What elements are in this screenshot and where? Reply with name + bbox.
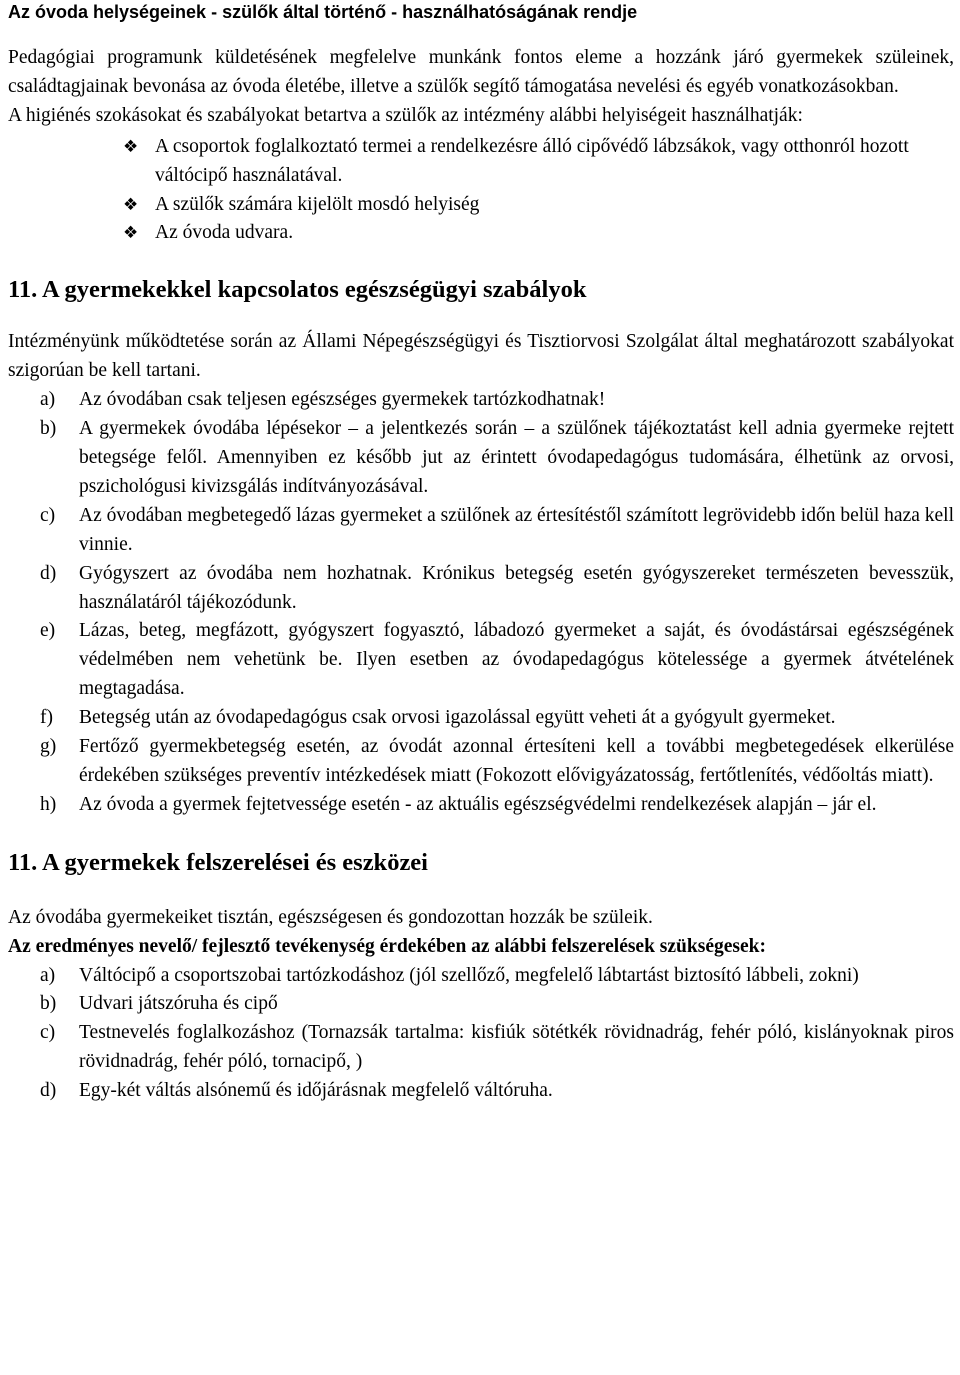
rooms-bullet-list xyxy=(8,133,954,249)
item-label: c) xyxy=(40,504,56,526)
section-intro-equipment: Az óvodába gyermekeiket tisztán, egészségesen és gondozottan hozzák be szüleik. xyxy=(8,906,653,928)
list-item xyxy=(8,990,954,1019)
item-label: d) xyxy=(40,562,57,584)
item-label: b) xyxy=(40,993,57,1015)
item-label: b) xyxy=(40,418,57,440)
document-title: Az óvoda helységeinek - szülők által történő - használhatóságának rendje xyxy=(8,2,638,22)
item-text: Testnevelés foglalkozáshoz (Tornazsák tartalma: kisfiúk sötétkék rövidnadrág, fehér póló, kislányoknak piros rövidnadrág, fehér póló, tornacipő, ) xyxy=(79,1022,954,1073)
list-item xyxy=(8,1019,954,1077)
section-heading-equipment: 11. A gyermekek felszerelései és eszközei xyxy=(8,848,428,876)
list-item xyxy=(8,191,954,220)
item-text: Az óvoda a gyermek fejtetvessége esetén - az aktuális egészségvédelmi rendelkezések alapján – jár el. xyxy=(79,793,877,815)
item-label: a) xyxy=(40,964,56,986)
document-page xyxy=(8,0,954,1106)
diamond-bullet-icon: ❖ xyxy=(123,136,139,157)
item-text: Gyógyszert az óvodába nem hozhatnak. Krónikus betegség esetén gyógyszereket természeten bevesszük, használatáról tájékozódunk. xyxy=(79,562,954,613)
intro-paragraph-rooms: A higiénés szokásokat és szabályokat betartva a szülők az intézmény alábbi helyiségeit használhatják: xyxy=(8,104,803,126)
bullet-text: A csoportok foglalkoztató termei a rendelkezésre álló cipővédő lábzsákok, vagy otthonról hozott váltócipő használatával. xyxy=(155,135,909,186)
list-item xyxy=(8,617,954,704)
diamond-bullet-icon: ❖ xyxy=(123,194,139,215)
equipment-list xyxy=(8,962,954,1107)
item-text: Váltócipő a csoportszobai tartózkodáshoz (jól szellőző, megfelelő lábtartást biztosító lábbeli, zokni) xyxy=(79,964,859,986)
item-label: e) xyxy=(40,620,56,642)
list-item xyxy=(8,415,954,502)
bullet-text: A szülők számára kijelölt mosdó helyiség xyxy=(155,193,480,215)
item-text: Az óvodában megbetegedő lázas gyermeket a szülőnek az értesítéstől számított legrövidebb időn belül haza kell vinnie. xyxy=(79,504,955,555)
item-text: Udvari játszóruha és cipő xyxy=(79,993,278,1015)
item-text: Betegség után az óvodapedagógus csak orvosi igazolással együtt veheti át a gyógyult gyermeket. xyxy=(79,707,836,729)
section-bold-intro-equipment: Az eredményes nevelő/ fejlesztő tevékenység érdekében az alábbi felszerelések szükségesek: xyxy=(8,935,766,957)
section-intro-health: Intézményünk működtetése során az Állami Népegészségügyi és Tisztiorvosi Szolgálat által meghatározott szabályokat szigorúan be kell tartani. xyxy=(8,331,954,382)
bullet-text: Az óvoda udvara. xyxy=(155,222,294,244)
item-text: Fertőző gyermekbetegség esetén, az óvodát azonnal értesíteni kell a további megbetegedések elkerülése érdekében szükséges preventív intézkedések miatt (Fokozott elővigyázatosság, fertőtlenítés, védőoltás miatt). xyxy=(79,736,954,786)
item-label: h) xyxy=(40,793,57,815)
item-text: A gyermekek óvodába lépésekor – a jelentkezés során – a szülőnek tájékoztatást kell adnia gyermeke rejtett betegsége felől. Amennyiben ez később jut az érintett óvodapedagógus tudomására, élhetünk az orvosi, pszichológusi kivizsgálás indítványozásával. xyxy=(79,418,954,497)
item-label: f) xyxy=(40,707,53,729)
item-text: Lázas, beteg, megfázott, gyógyszert fogyasztó, lábadozó gyermeket a saját, és óvodástársai egészségének védelmében nem vehetünk be. Ilyen esetben az óvodapedagógus kötelessége a gyermek átvételének megtagadása. xyxy=(79,620,954,700)
list-item xyxy=(8,704,954,733)
item-label: c) xyxy=(40,1022,56,1044)
section-heading-health: 11. A gyermekekkel kapcsolatos egészségügyi szabályok xyxy=(8,276,587,304)
health-rules-list xyxy=(8,386,954,820)
list-item xyxy=(8,386,954,415)
list-item xyxy=(8,1077,954,1106)
item-text: Egy-két váltás alsónemű és időjárásnak megfelelő váltóruha. xyxy=(79,1080,553,1102)
intro-paragraph: Pedagógiai programunk küldetésének megfelelve munkánk fontos eleme a hozzánk járó gyermekek szüleinek, családtagjainak bevonása az óvoda életébe, illetve a szülők segítő támogatása nevelési és egyéb vonatkozásokban. xyxy=(8,47,954,97)
item-label: d) xyxy=(40,1080,57,1102)
list-item xyxy=(8,133,954,191)
list-item xyxy=(8,502,954,560)
list-item xyxy=(8,962,954,991)
item-text: Az óvodában csak teljesen egészséges gyermekek tartózkodhatnak! xyxy=(79,389,606,411)
diamond-bullet-icon: ❖ xyxy=(123,223,139,244)
list-item xyxy=(8,791,954,820)
item-label: g) xyxy=(40,736,57,758)
item-label: a) xyxy=(40,389,56,411)
list-item xyxy=(8,560,954,618)
list-item xyxy=(8,733,954,791)
list-item xyxy=(8,219,954,248)
